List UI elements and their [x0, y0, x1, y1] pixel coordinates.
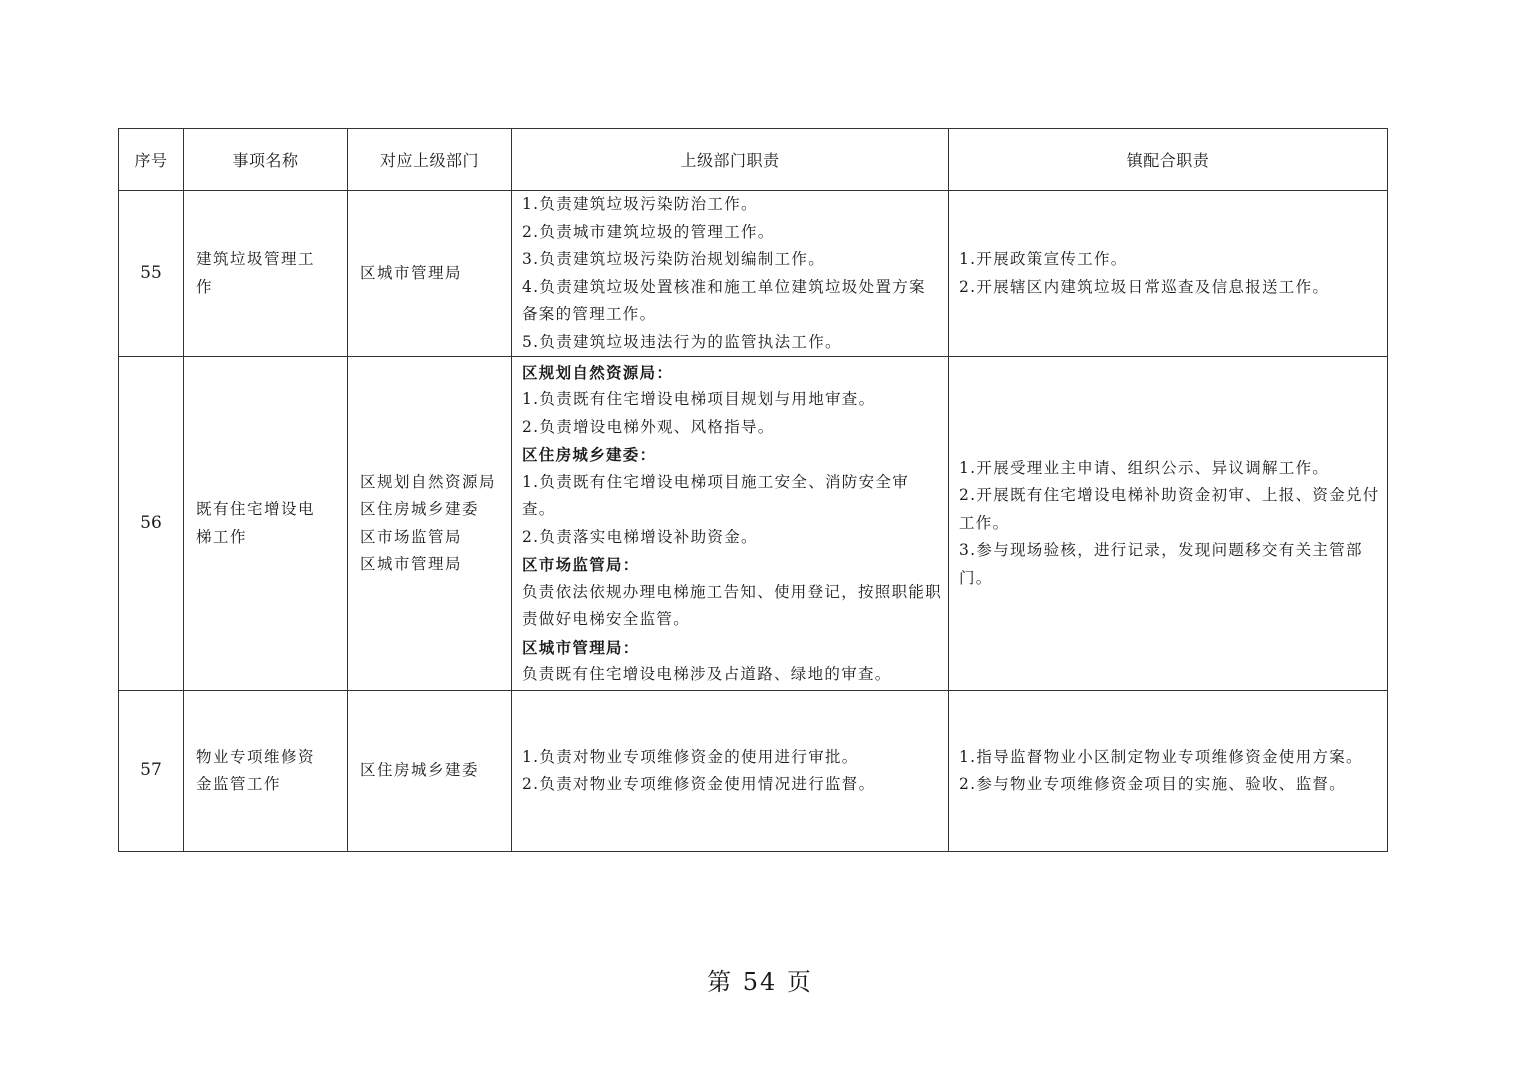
- duty-line: 负责依法依规办理电梯施工告知、使用登记，按照职能职责做好电梯安全监管。: [522, 582, 943, 628]
- header-superior-dept: 对应上级部门: [348, 129, 512, 191]
- town-duty-line: 2.参与物业专项维修资金项目的实施、验收、监督。: [959, 775, 1346, 793]
- dept-name: 区规划自然资源局: [360, 472, 497, 491]
- town-duty-line: 1.开展政策宣传工作。: [959, 250, 1128, 268]
- header-no: 序号: [119, 129, 184, 191]
- item-name: 物业专项维修资金监管工作: [184, 691, 348, 852]
- duty-line: 4.负责建筑垃圾处置核准和施工单位建筑垃圾处置方案备案的管理工作。: [522, 277, 926, 323]
- town-duty-line: 3.参与现场验核，进行记录，发现问题移交有关主管部门。: [959, 541, 1363, 587]
- table-header-row: [119, 129, 1388, 191]
- dept-name: 区住房城乡建委: [360, 761, 480, 780]
- dept-name: 区住房城乡建委: [360, 500, 480, 518]
- town-duties-cell: [949, 357, 1388, 691]
- duty-line: 2.负责对物业专项维修资金使用情况进行监督。: [522, 775, 876, 793]
- table-row: [119, 691, 1388, 852]
- dept-name: 区城市管理局: [360, 263, 463, 282]
- table-row: [119, 357, 1388, 691]
- duty-line: 2.负责城市建筑垃圾的管理工作。: [522, 222, 775, 241]
- duty-line: 2.负责增设电梯外观、风格指导。: [522, 417, 775, 436]
- town-duty-line: 2.开展辖区内建筑垃圾日常巡查及信息报送工作。: [959, 277, 1330, 296]
- superior-dept-cell: [348, 191, 512, 357]
- item-name: 既有住宅增设电梯工作: [184, 357, 348, 691]
- duty-dept-heading: 区规划自然资源局：: [522, 362, 674, 382]
- duty-line: 3.负责建筑垃圾污染防治规划编制工作。: [522, 250, 825, 268]
- duty-line: 1.负责对物业专项维修资金的使用进行审批。: [522, 747, 859, 766]
- superior-dept-cell: [348, 691, 512, 852]
- duty-line: 5.负责建筑垃圾违法行为的监管执法工作。: [522, 332, 842, 351]
- duty-line: 1.负责建筑垃圾污染防治工作。: [522, 195, 758, 213]
- superior-duties-cell: [512, 191, 949, 357]
- town-duty-line: 1.开展受理业主申请、组织公示、异议调解工作。: [959, 458, 1330, 477]
- duty-dept-heading: 区城市管理局：: [522, 637, 640, 657]
- superior-dept-cell: [348, 357, 512, 691]
- town-duties-cell: [949, 191, 1388, 357]
- duty-dept-heading: 区住房城乡建委：: [522, 445, 657, 464]
- responsibility-table: [118, 128, 1388, 852]
- item-name: 建筑垃圾管理工作: [184, 191, 348, 357]
- table-row: [119, 191, 1388, 357]
- header-item-name: 事项名称: [184, 129, 348, 191]
- duty-dept-heading: 区市场监管局：: [522, 555, 640, 574]
- superior-duties-cell: [512, 691, 949, 852]
- town-duties-cell: [949, 691, 1388, 852]
- duty-line: 1.负责既有住宅增设电梯项目施工安全、消防安全审查。: [522, 472, 909, 518]
- header-superior-duties: 上级部门职责: [512, 129, 949, 191]
- page-number: 第 54 页: [707, 968, 813, 996]
- row-number: 55: [119, 191, 184, 357]
- row-number: 57: [119, 691, 184, 852]
- superior-duties-cell: [512, 357, 949, 691]
- duty-line: 负责既有住宅增设电梯涉及占道路、绿地的审查。: [522, 665, 892, 683]
- dept-name: 区市场监管局: [360, 527, 463, 546]
- header-town-duties: 镇配合职责: [949, 129, 1388, 191]
- town-duty-line: 2.开展既有住宅增设电梯补助资金初审、上报、资金兑付工作。: [959, 486, 1380, 532]
- duty-line: 2.负责落实电梯增设补助资金。: [522, 527, 758, 546]
- dept-name: 区城市管理局: [360, 555, 463, 573]
- duty-line: 1.负责既有住宅增设电梯项目规划与用地审查。: [522, 390, 876, 408]
- row-number: 56: [119, 357, 184, 691]
- town-duty-line: 1.指导监督物业小区制定物业专项维修资金使用方案。: [959, 747, 1363, 766]
